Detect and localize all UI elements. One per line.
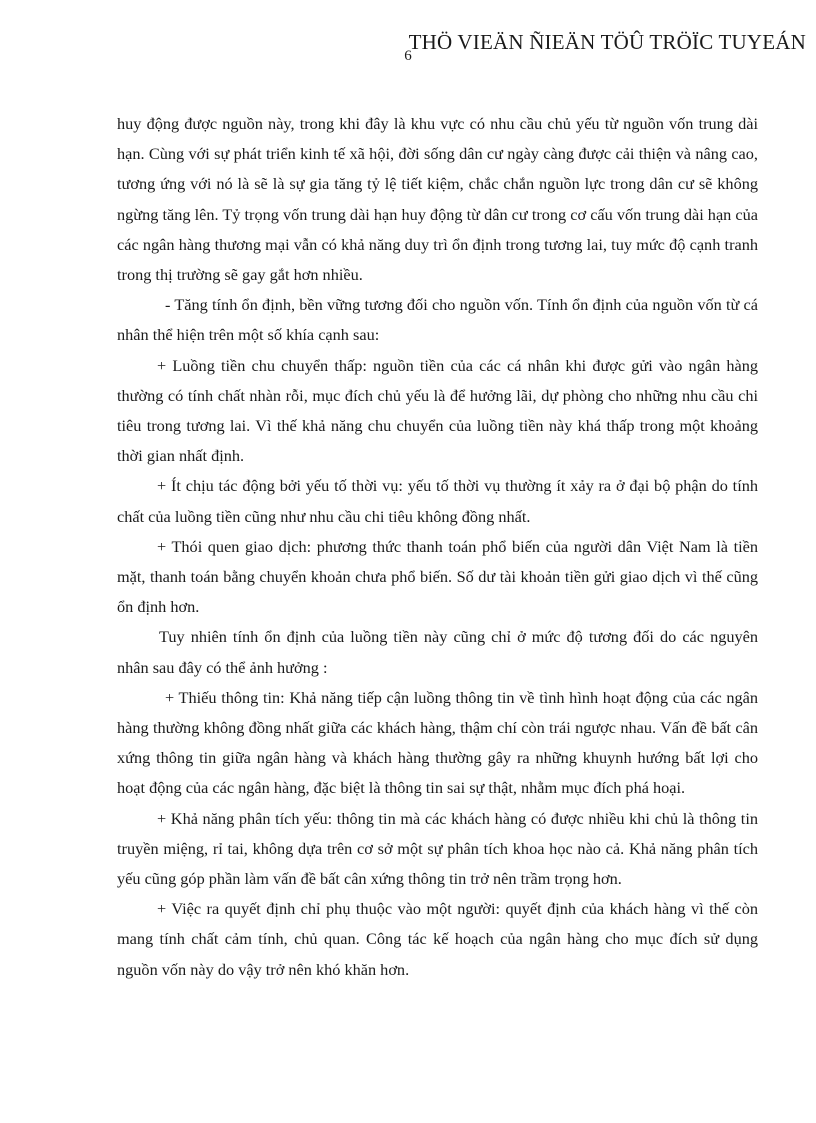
paragraph: + Thiếu thông tin: Khả năng tiếp cận luồng thông tin về tình hình hoạt động của các ngân hàng thường không đồng nhất giữa các khách hàng, thậm chí còn trái ngược nhau. Vấn đề bất cân xứng thông tin giữa ngân hàng và khách hàng thường gây ra những khuynh hướng bất lợi cho hoạt động của các ngân hàng, đặc biệt là thông tin sai sự thật, nhằm mục đích phá hoại.: [117, 687, 758, 798]
paragraph: + Ít chịu tác động bởi yếu tố thời vụ: yếu tố thời vụ thường ít xảy ra ở đại bộ phận do tính chất của luồng tiền cũng như nhu cầu chi tiêu không đồng nhất.: [117, 476, 758, 526]
page-number: 6: [404, 48, 412, 64]
paragraph: + Khả năng phân tích yếu: thông tin mà các khách hàng có được nhiều khi chủ là thông tin truyền miệng, rỉ tai, không dựa trên cơ sở một sự phân tích khoa học nào cả. Khả năng phân tích yếu cũng góp phần làm vấn đề bất cân xứng thông tin trở nên trầm trọng hơn.: [117, 808, 758, 889]
paragraph: huy động được nguồn này, trong khi đây là khu vực có nhu cầu chủ yếu từ nguồn vốn trung dài hạn. Cùng với sự phát triển kinh tế xã hội, đời sống dân cư ngày càng được cải thiện và nâng cao, tương ứng với nó là sẽ là sự gia tăng tỷ lệ tiết kiệm, chắc chắn nguồn lực trong dân cư sẽ không ngừng tăng lên. Tỷ trọng vốn trung dài hạn huy động từ dân cư trong cơ cấu vốn trung dài hạn của các ngân hàng thương mại vẫn có khả năng duy trì ổn định trong tương lai, tuy mức độ cạnh tranh trong thị trường sẽ gay gắt hơn nhiều.: [117, 114, 758, 285]
paragraph: - Tăng tính ổn định, bền vững tương đối cho nguồn vốn. Tính ổn định của nguồn vốn từ cá nhân thể hiện trên một số khía cạnh sau:: [117, 295, 758, 345]
paragraph: Tuy nhiên tính ổn định của luồng tiền này cũng chỉ ở mức độ tương đối do các nguyên nhân sau đây có thể ảnh hưởng :: [117, 627, 758, 677]
header-title: THÖ VIEÄN ÑIEÄN TÖÛ TRÖÏC TUYEÁN: [408, 30, 806, 54]
paragraph: + Việc ra quyết định chỉ phụ thuộc vào một người: quyết định của khách hàng vì thế còn mang tính chất cảm tính, chủ quan. Công tác kế hoạch của ngân hàng cho mục đích sử dụng nguồn vốn này do vậy trở nên khó khăn hơn.: [117, 899, 758, 979]
paragraph: + Thói quen giao dịch: phương thức thanh toán phổ biến của người dân Việt Nam là tiền mặt, thanh toán bằng chuyển khoản chưa phổ biến. Số dư tài khoản tiền gửi giao dịch vì thế cũng ổn định hơn.: [117, 536, 758, 617]
document-body: [117, 109, 758, 985]
paragraph: + Luồng tiền chu chuyển thấp: nguồn tiền của các cá nhân khi được gửi vào ngân hàng thường có tính chất nhàn rỗi, mục đích chủ yếu là để hưởng lãi, dự phòng cho những nhu cầu chi tiêu trong tương lai. Vì thế khả năng chu chuyển của luồng tiền này khá thấp trong một khoảng thời gian nhất định.: [117, 355, 758, 466]
